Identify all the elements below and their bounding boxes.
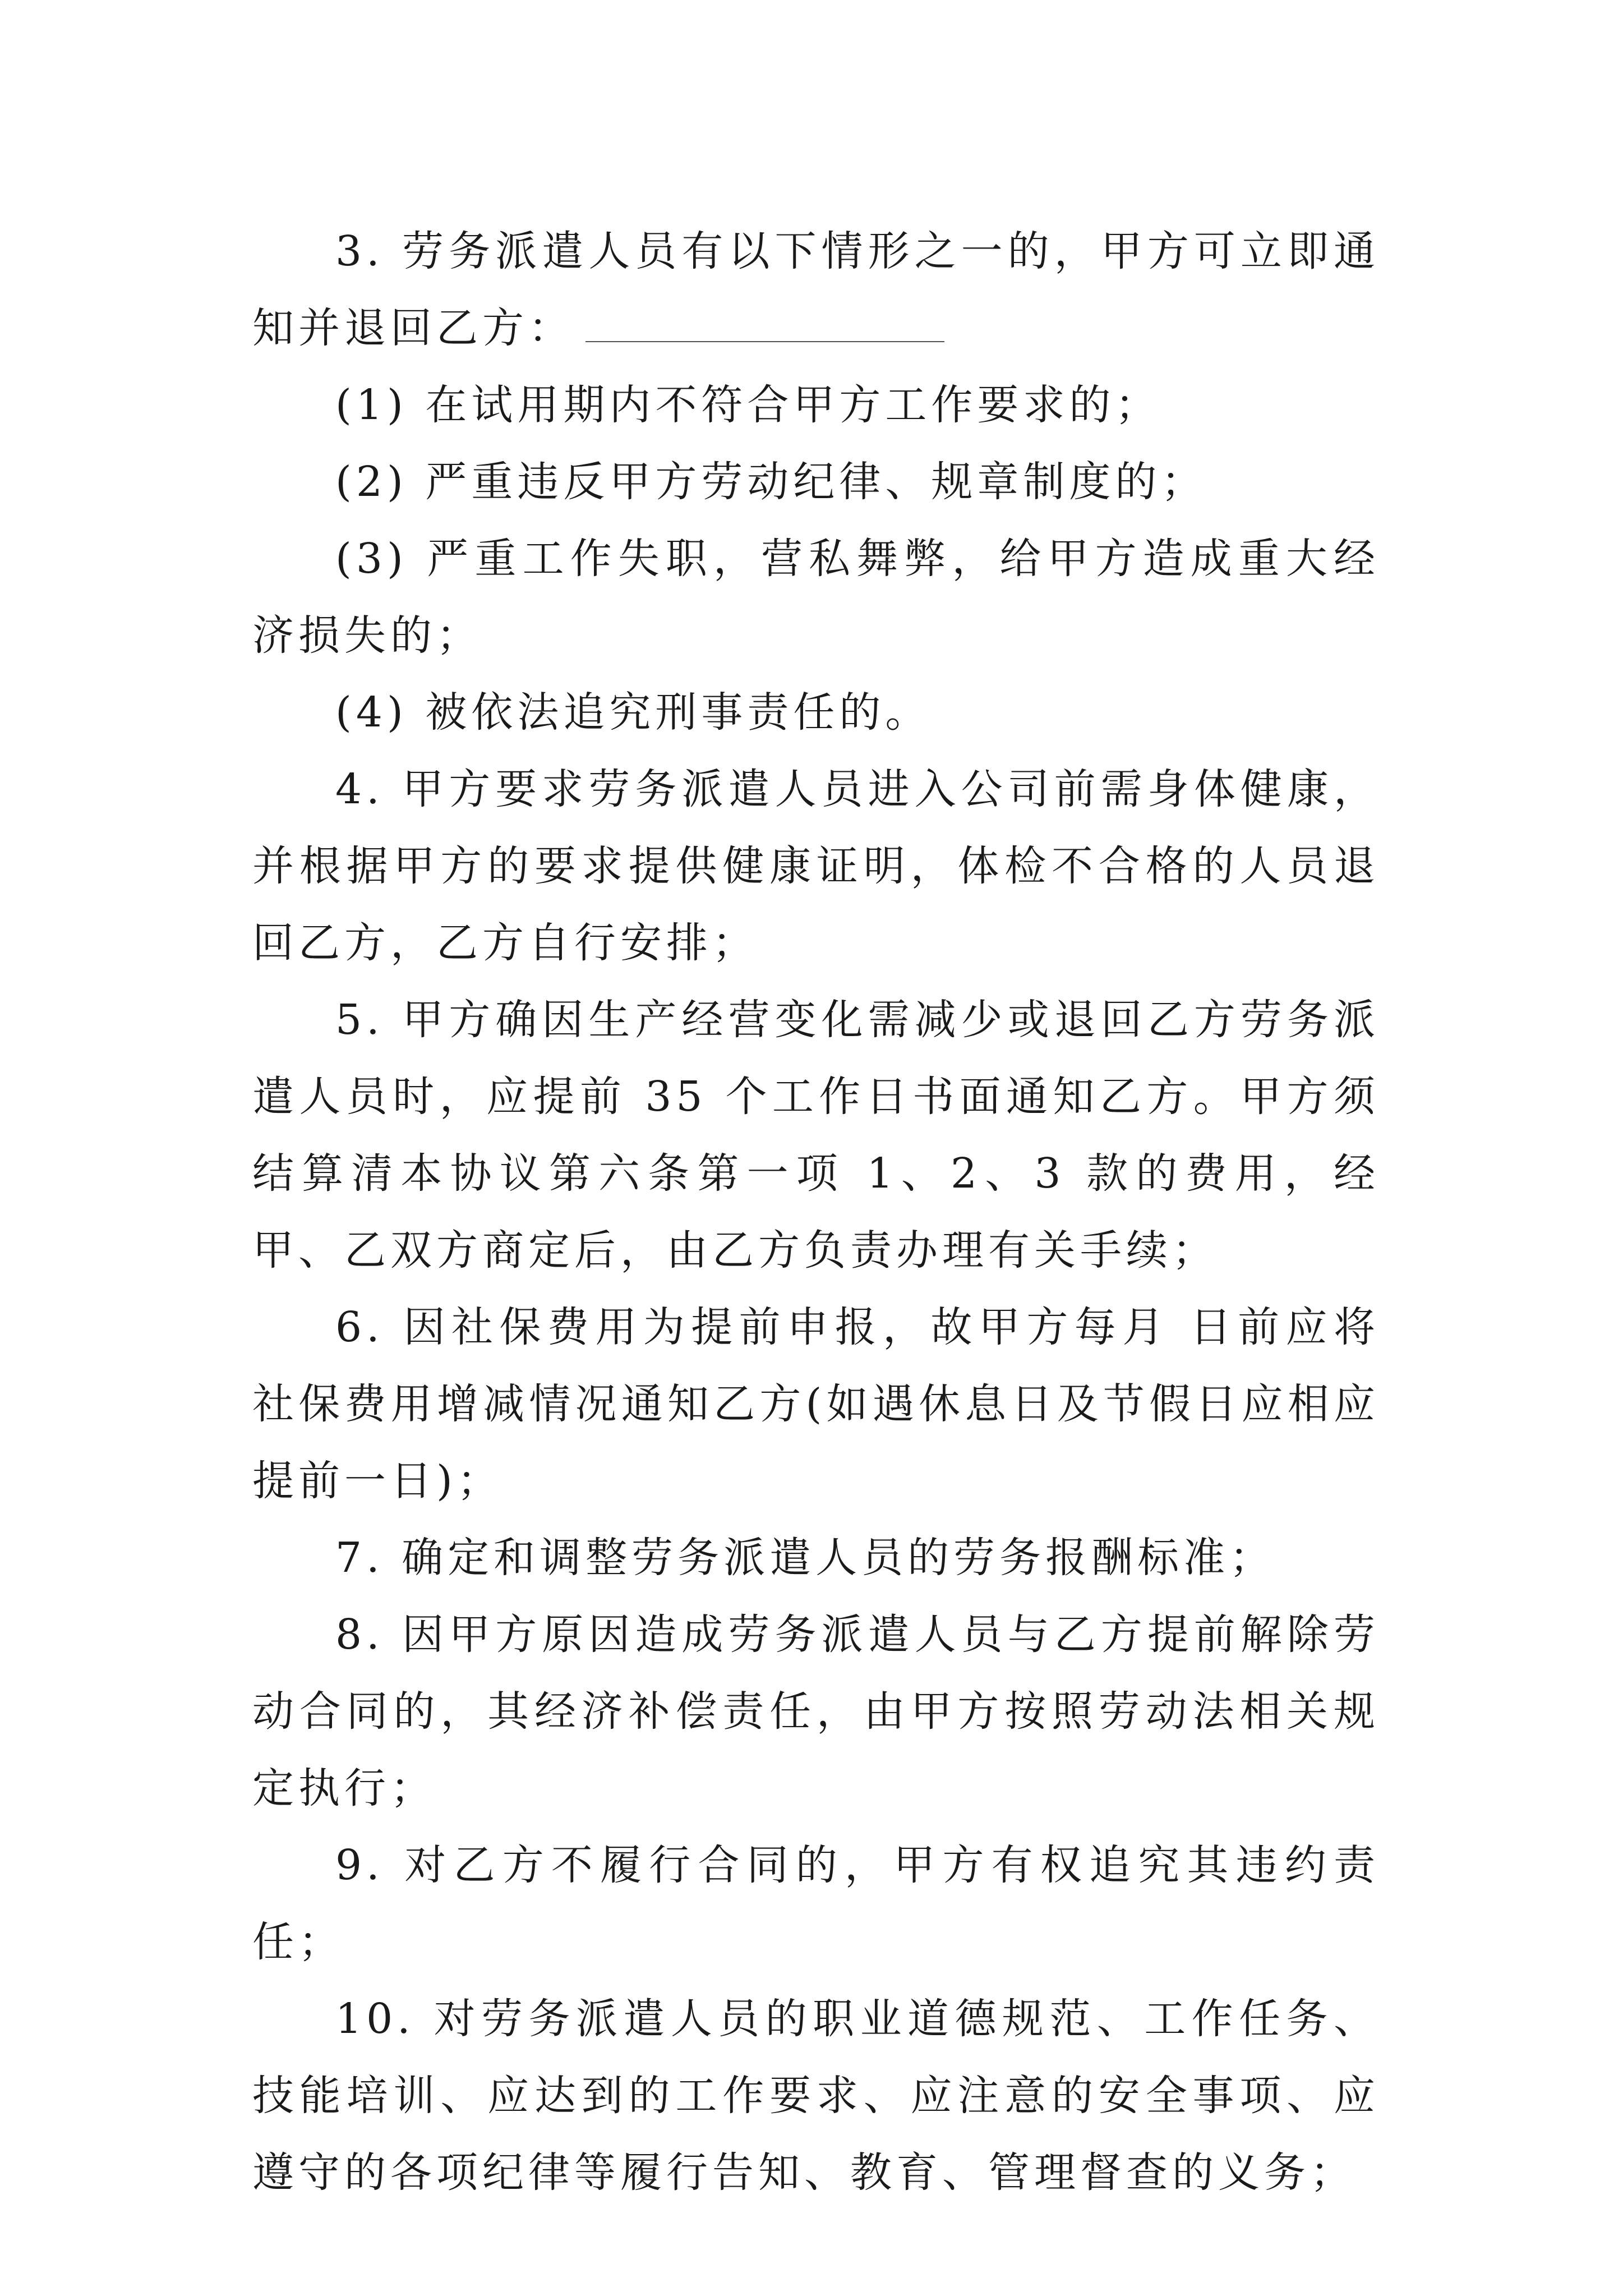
paragraph-4	[252, 751, 1380, 982]
paragraph-8	[252, 1596, 1380, 1827]
paragraph-7-text: 7. 确定和调整劳务派遣人员的劳务报酬标准；	[335, 1534, 1276, 1582]
paragraph-3-item-4	[252, 674, 1380, 751]
paragraph-10-text: 10. 对劳务派遣人员的职业道德规范、工作任务、技能培训、应达到的工作要求、应注意的安全事项、应遵守的各项纪律等履行告知、教育、管理督查的义务；	[252, 1995, 1380, 2197]
paragraph-4-text: 4. 甲方要求劳务派遣人员进入公司前需身体健康，并根据甲方的要求提供健康证明，体检不合格的人员退回乙方，乙方自行安排；	[252, 765, 1380, 967]
paragraph-3-item-3	[252, 521, 1380, 674]
paragraph-3-item-2	[252, 444, 1380, 521]
paragraph-3-item-4-text: (4) 被依法追究刑事责任的。	[335, 688, 932, 737]
fill-in-blank-line[interactable]	[585, 305, 944, 342]
paragraph-3-text: 3. 劳务派遣人员有以下情形之一的，甲方可立即通知并退回乙方：	[252, 227, 1380, 352]
paragraph-9	[252, 1827, 1380, 1981]
paragraph-8-text: 8. 因甲方原因造成劳务派遣人员与乙方提前解除劳动合同的，其经济补偿责任，由甲方按照劳动法相关规定执行；	[252, 1611, 1380, 1812]
paragraph-3-item-1-text: (1) 在试用期内不符合甲方工作要求的；	[335, 381, 1161, 429]
paragraph-10	[252, 1981, 1380, 2211]
paragraph-5-text: 5. 甲方确因生产经营变化需减少或退回乙方劳务派遣人员时，应提前 35 个工作日书面通知乙方。甲方须结算清本协议第六条第一项 1、2、3 款的费用，经甲、乙双方商定后，由乙方负责办理有关手续；	[252, 996, 1380, 1274]
paragraph-9-text: 9. 对乙方不履行合同的，甲方有权追究其违约责任；	[252, 1841, 1380, 1966]
paragraph-6-text: 6. 因社保费用为提前申报，故甲方每月 日前应将社保费用增减情况通知乙方(如遇休息日及节假日应相应提前一日)；	[252, 1303, 1380, 1505]
paragraph-6	[252, 1289, 1380, 1520]
paragraph-3-item-3-text: (3) 严重工作失职，营私舞弊，给甲方造成重大经济损失的；	[252, 535, 1380, 660]
paragraph-3-item-2-text: (2) 严重违反甲方劳动纪律、规章制度的；	[335, 458, 1207, 506]
paragraph-3	[252, 213, 1380, 367]
document-body	[252, 213, 1380, 2211]
paragraph-7	[252, 1520, 1380, 1596]
paragraph-3-item-1	[252, 367, 1380, 444]
paragraph-5	[252, 982, 1380, 1289]
